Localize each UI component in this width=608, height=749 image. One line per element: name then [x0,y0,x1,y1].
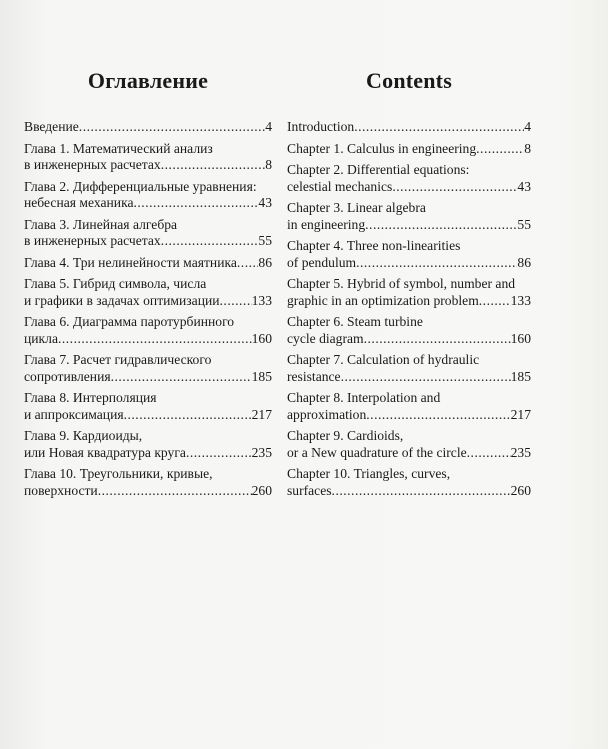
dot-leader [392,179,517,196]
dot-leader [161,157,265,174]
toc-entry-title-line: Глава 9. Кардиоиды, [24,428,143,443]
toc-entry-leader-line [24,445,272,462]
toc-entry-page-number: 217 [251,406,272,422]
toc-entry [24,179,272,212]
toc-entry [24,119,272,136]
toc-entry-leader-line [24,293,272,310]
toc-entry-page-number: 4 [265,119,272,134]
dot-leader [79,119,265,136]
toc-list-russian [24,119,272,499]
dot-leader [365,217,517,234]
toc-entry [24,390,272,423]
toc-entry [24,352,272,385]
toc-entry-leader-line [24,233,272,250]
dot-leader [237,255,259,272]
toc-entry-title-line: Chapter 2. Differential equations: [287,162,470,177]
toc-entry-leader-line [287,255,531,272]
toc-entry-title: в инженерных расчетах [24,157,161,172]
toc-entry-title: в инженерных расчетах [24,233,161,248]
toc-entry-title: поверхности [24,482,98,498]
dot-leader [364,331,511,348]
toc-entry-leader-line [24,119,272,136]
toc-entry [287,238,531,271]
toc-entry-page-number: 8 [265,157,272,172]
toc-entry-title: Глава 4. Три нелинейности маятника [24,254,237,270]
toc-entry-title: и аппроксимация [24,406,124,422]
dot-leader [124,407,252,424]
dot-leader [366,407,510,424]
toc-entry-title-line: Chapter 3. Linear algebra [287,200,426,215]
toc-entry-page-number: 133 [251,292,272,308]
toc-entry-title: graphic in an optimization problem [287,292,479,308]
toc-entry-title: cycle diagram [287,330,364,346]
toc-entry-title: resistance [287,368,341,384]
dot-leader [354,119,524,136]
toc-entry-title-line: Chapter 8. Interpolation and [287,390,441,405]
dot-leader [467,445,511,462]
toc-entry [24,255,272,272]
toc-entry-leader-line [287,483,531,500]
toc-entry-title-line: Глава 5. Гибрид символа, числа [24,276,207,291]
toc-entry-title: или Новая квадратура круга [24,444,186,460]
toc-entry-title: in engineering [287,216,366,232]
toc-entry-page-number: 185 [251,368,272,384]
toc-entry-title-line: Глава 3. Линейная алгебра [24,216,178,232]
toc-list-english [287,119,531,499]
dot-leader [341,369,511,386]
toc-entry [287,276,531,309]
dot-leader [111,369,252,386]
toc-entry-page-number: 235 [510,444,531,460]
toc-entry-title: Введение [24,119,79,134]
toc-entry-page-number: 86 [258,254,272,270]
toc-entry-leader-line [287,179,531,196]
toc-entry-page-number: 260 [251,482,272,498]
toc-entry-page-number: 160 [251,330,272,346]
toc-entry-title: celestial mechanics [287,178,393,194]
toc-entry [24,276,272,309]
toc-entry-leader-line [24,195,272,212]
toc-entry-page-number: 235 [251,444,272,460]
toc-entry [287,162,531,195]
toc-entry [287,466,531,499]
toc-column-english [287,68,531,504]
toc-entry-title: or a New quadrature of the circle [287,444,467,460]
toc-entry-leader-line [287,331,531,348]
dot-leader [134,195,259,212]
toc-entry [24,466,272,499]
toc-entry-leader-line [24,407,272,424]
dot-leader [332,483,511,500]
toc-entry-page-number: 217 [510,406,531,422]
toc-column-russian [24,68,272,504]
toc-entry-title-line: Глава 7. Расчет гидравлического [24,352,212,367]
toc-entry [287,141,531,158]
dot-leader [161,233,259,250]
toc-heading-russian: Оглавление [87,68,209,93]
dot-leader [476,141,524,158]
toc-entry [24,428,272,461]
toc-entry-leader-line [287,293,531,310]
toc-entry [287,428,531,461]
toc-entry-title: цикла [24,330,58,346]
toc-entry-title-line: Chapter 6. Steam turbine [287,314,423,329]
toc-entry-title: approximation [287,406,367,422]
toc-entry-title-line: Глава 6. Диаграмма паротурбинного [24,314,235,329]
toc-entry-title: небесная механика [24,195,134,210]
toc-entry [287,119,531,136]
toc-entry-leader-line [24,255,272,272]
toc-entry-leader-line [287,217,531,234]
toc-entry-leader-line [287,407,531,424]
toc-entry-leader-line [287,141,531,158]
toc-entry-leader-line [24,369,272,386]
toc-entry-title: и графики в задачах оптимизации [24,292,220,308]
toc-entry-title: сопротивления [24,368,111,384]
toc-entry-title-line: Chapter 5. Hybrid of symbol, number and [287,276,516,291]
dot-leader [479,293,511,310]
toc-entry-page-number: 8 [524,140,531,156]
toc-entry [287,352,531,385]
toc-entry-title-line: Chapter 4. Three non-linearities [287,238,461,253]
toc-entry-title-line: Chapter 10. Triangles, curves, [287,466,451,481]
dot-leader [98,483,252,500]
toc-entry-title: of pendulum [287,254,357,270]
toc-entry-page-number: 185 [510,368,531,384]
toc-entry [287,314,531,347]
toc-entry-title-line: Chapter 9. Cardioids, [287,428,404,443]
toc-entry-title: Chapter 1. Calculus in engineering [287,140,477,156]
toc-entry-title: surfaces [287,482,332,498]
toc-entry [287,200,531,233]
toc-entry [287,390,531,423]
toc-entry-title-line: Глава 2. Дифференциальные уравнения: [24,178,257,194]
toc-entry-page-number: 4 [524,119,531,134]
toc-entry-page-number: 86 [517,254,531,270]
toc-entry-leader-line [24,157,272,174]
toc-entry-page-number: 43 [517,178,531,194]
toc-entry [24,141,272,174]
toc-entry-page-number: 133 [510,292,531,308]
toc-entry [24,314,272,347]
toc-entry-title-line: Глава 10. Треугольники, кривые, [24,466,213,481]
dot-leader [356,255,517,272]
toc-entry-page-number: 55 [258,233,272,248]
toc-entry-title: Introduction [287,119,355,134]
toc-entry-leader-line [24,331,272,348]
toc-entry-leader-line [287,119,531,136]
dot-leader [220,293,252,310]
toc-entry-page-number: 260 [510,482,531,498]
toc-heading-english: Contents [366,68,452,93]
toc-entry [24,217,272,250]
dot-leader [186,445,252,462]
toc-entry-title-line: Глава 8. Интерполяция [24,390,157,405]
toc-entry-title-line: Глава 1. Математический анализ [24,140,213,156]
toc-entry-leader-line [24,483,272,500]
dot-leader [58,331,252,348]
toc-entry-page-number: 55 [517,216,531,232]
toc-entry-title-line: Chapter 7. Calculation of hydraulic [287,352,480,367]
toc-entry-page-number: 160 [510,330,531,346]
toc-entry-leader-line [287,445,531,462]
toc-entry-page-number: 43 [258,195,272,210]
toc-entry-leader-line [287,369,531,386]
